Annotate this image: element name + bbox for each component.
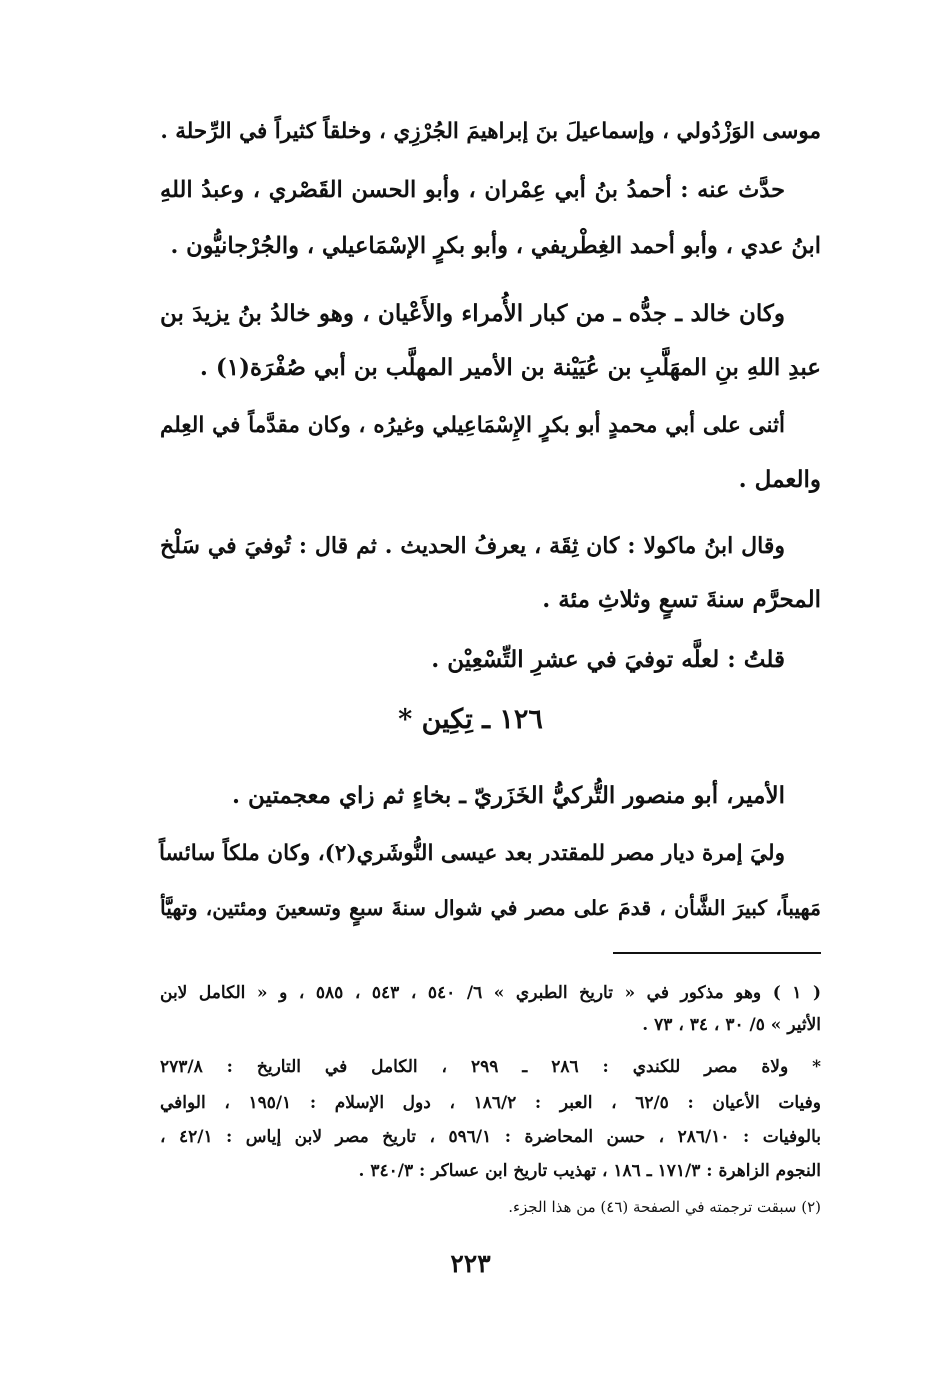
entry-line-2: وليَ إمرة ديار مصر للمقتدر بعد عيسى النُّوشَري(٢)، وكان ملكاً سائساً [158,841,785,866]
body-line-4: وكان خالد ـ جدُّه ـ من كبار الأُمراء والأَعْيان ، وهو خالدُ بنُ يزيدَ بن [160,300,785,327]
body-line-3: ابنُ عدي ، وأبو أحمد الغِطْريفي ، وأبو بكرٍ الإسْمَاعيلي ، والجُرْجانيُّون . [170,233,821,259]
body-line-2: حدَّث عنه : أحمدُ بنُ أبي عِمْران ، وأبو الحسن القَصْري ، وعبدُ اللهِ [160,177,785,203]
body-line-7: والعمل . [738,466,821,493]
body-line-5: عبدِ اللهِ بنِ المهَلَّبِ بن عُيَيْنة بن الأمير المهلَّب بن أبي صُفْرَة(١) . [199,354,821,381]
body-line-1: موسى الوَزْدُولي ، وإسماعيلَ بنَ إبراهيمَ الجُرْزِي ، وخلقاً كثيراً في الرِّحلة . [160,119,821,144]
body-line-8: وقال ابنُ ماكولا : كان ثِقَة ، يعرفُ الحديث . ثم قال : تُوفيَ في سَلْخ [160,533,785,559]
source-note-line-1: * ولاة مصر للكندي : ٢٨٦ ـ ٢٩٩ ، الكامل في التاريخ : ٢٧٣/٨ [160,1057,821,1077]
footnote-separator [613,952,821,954]
page-number: ٢٢٣ [450,1249,491,1278]
footnote-2-line-1: (٢) سبقت ترجمته في الصفحة (٤٦) من هذا الجزء. [508,1198,821,1216]
entry-line-1: الأمير، أبو منصور التُّركيُّ الخَزَريّ ـ بخاءٍ ثم زاي معجمتين . [232,782,785,809]
entry-heading: ١٢٦ ـ تِكِين * [398,704,543,735]
source-note-line-3: بالوفيات : ٢٨٦/١٠ ، حسن المحاضرة : ٥٩٦/١ ، تاريخ مصر لابن إياس : ٤٢/١ ، [160,1127,822,1147]
source-note-line-2: وفيات الأعيان : ٦٢/٥ ، العبر : ١٨٦/٢ ، دول الإسلام : ١٩٥/١ ، الوافي [160,1093,821,1113]
source-note-line-4: النجوم الزاهرة : ١٧١/٣ ـ ١٨٦ ، تهذيب تاريخ ابن عساكر : ٣٤٠/٣ . [358,1161,821,1181]
body-line-6: أثنى على أبي محمدٍ أبو بكرٍ الإِسْمَاعِيلي وغيرُه ، وكان مقدَّماً في العِلم [160,413,785,438]
entry-line-3: مَهيباً، كبيرَ الشَّأن ، قدمَ على مصر في شوال سنةَ سبعٍ وتسعينَ ومئتين، وتهيَّأ [160,896,821,920]
body-line-10: قلتُ : لعلَّه توفيَ في عشرِ التِّسْعِيْن . [431,646,785,673]
footnote-1-line-2: الأثير » ٥/ ٣٠ ، ٣٤ ، ٧٣ . [642,1015,821,1035]
body-line-9: المحرَّم سنةَ تسعٍ وثلاثِ مئة . [542,586,821,613]
footnote-1-line-1: ( ١ ) وهو مذكور في « تاريخ الطبري » ٦/ ٥٤٠ ، ٥٤٣ ، ٥٨٥ ، و « الكامل لابن [160,983,822,1003]
